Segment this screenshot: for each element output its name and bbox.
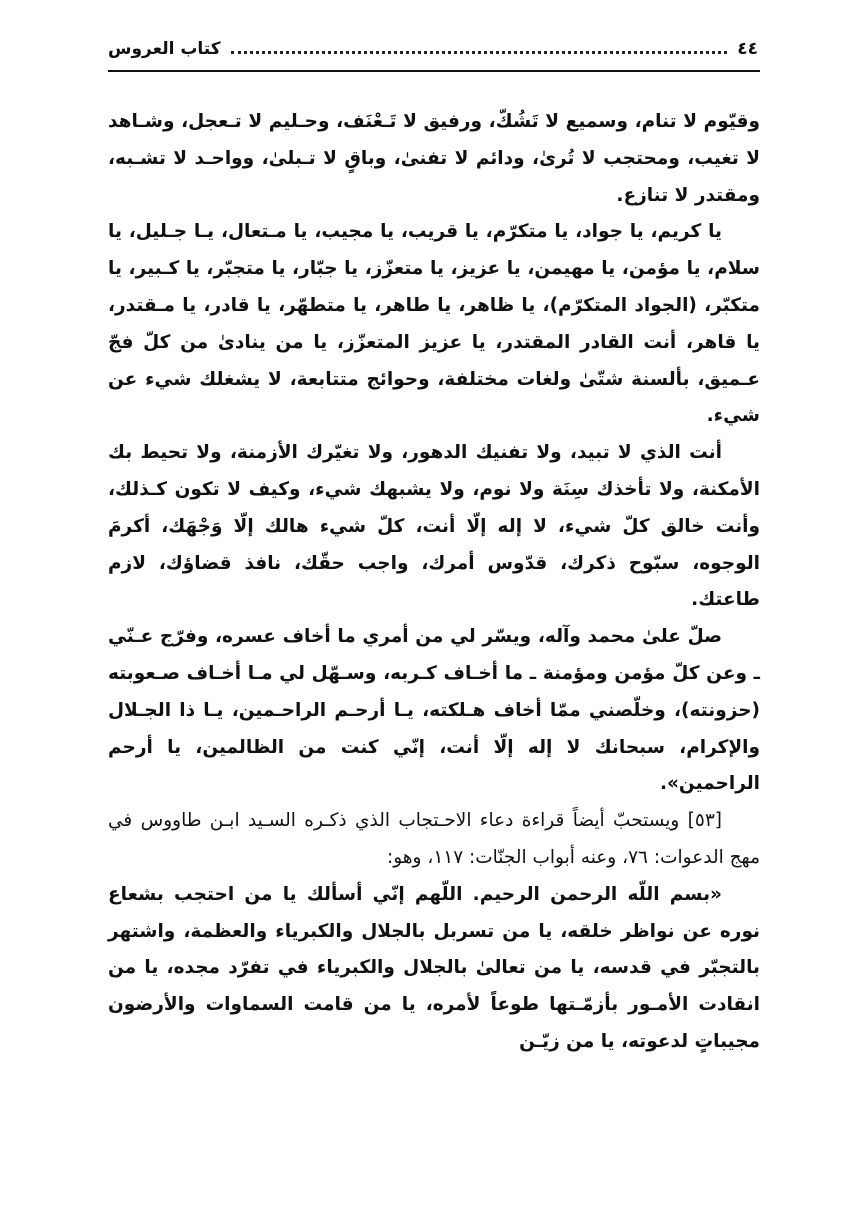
page-number: ٤٤ xyxy=(737,39,758,59)
paragraph-supplication: صلّ علىٰ محمد وآله، ويسّر لي من أمري ما أخاف عسره، وفرّج عـنّي ـ وعن كلّ مؤمن ومؤمنة ـ ما أخـاف كـربه، وسـهّل لي مـا أخـاف صـعوبته (حزونته)، وخلّصني ممّا أخاف هـلكته، يـا أرحـم الراحـمين، يـا ذا الجـلال والإكرام، سبحانك لا إله إلّا أنت، إنّي كنت من الظالمين، يا أرحم الراحمين». xyxy=(108,626,760,795)
running-header xyxy=(108,34,758,64)
header-rule xyxy=(108,70,760,72)
dot-leader xyxy=(231,45,728,54)
paragraph-praise: أنت الذي لا تبيد، ولا تفنيك الدهور، ولا تغيّرك الأزمنة، ولا تحيط بك الأمكنة، ولا تأخذك سِنَة ولا نوم، ولا يشبهك شيء، وكيف لا تكون كـذلك، وأنت خالق كلّ شيء، لا إله إلّا أنت، كلّ شيء هالك إلّا وَجْهَك، أكرمَ الوجوه، سبّوح ذكرك، قدّوس أمرك، واجب حقّك، نافذ قضاؤك، لازم طاعتك. xyxy=(108,442,760,611)
paragraph-note-53: [٥٣] ويستحبّ أيضاً قراءة دعاء الاحـتجاب الذي ذكـره السـيد ابـن طاووس في مهج الدعوات: ٧٦، وعنه أبواب الجنّات: ١١٧، وهو: xyxy=(108,810,760,868)
paragraph-ihtijab-prayer: «بسم اللّه الرحمن الرحيم. اللّهم إنّي أسألك يا من احتجب بشعاع نوره عن نواظر خلقه، يا من تسربل بالجلال والكبرياء والعظمة، واشتهر بالتجبّر في قدسه، يا من تعالىٰ بالجلال والكبرياء في تفرّد مجده، يا من انقادت الأمـور بأزمّـتها طوعاً لأمره، يا من قامت السماوات والأرضون مجيباتٍ لدعوته، يا من زيّـن xyxy=(108,883,760,1052)
book-title: كتاب العروس xyxy=(108,39,221,59)
paragraph-continuation: وقيّوم لا تنام، وسميع لا تَشُكّ، ورفيق لا تَـعْنَف، وحـليم لا تـعجل، وشـاهد لا تغيب، ومحتجب لا تُرىٰ، ودائم لا تفنىٰ، وباقٍ لا تـبلىٰ، وواحـد لا تشـبه، ومقتدر لا تنازع. xyxy=(108,111,760,206)
paragraph-divine-names: يا كريم، يا جواد، يا متكرّم، يا قريب، يا مجيب، يا مـتعال، يـا جـليل، يا سلام، يا مؤمن، يا مهيمن، يا عزيز، يا متعزّز، يا جبّار، يا متجبّر، يا كـبير، يا متكبّر، (الجواد المتكرّم)، يا ظاهر، يا طاهر، يا متطهّر، يا قادر، يا مـقتدر، يا قاهر، أنت القادر المقتدر، يا عزيز المتعزّز، يا من ينادىٰ من كلّ فجّ عـميق، بألسنة شتّىٰ ولغات مختلفة، وحوائج متتابعة، لا يشغلك شيء عن شيء. xyxy=(108,221,760,427)
page-body xyxy=(108,104,760,1061)
